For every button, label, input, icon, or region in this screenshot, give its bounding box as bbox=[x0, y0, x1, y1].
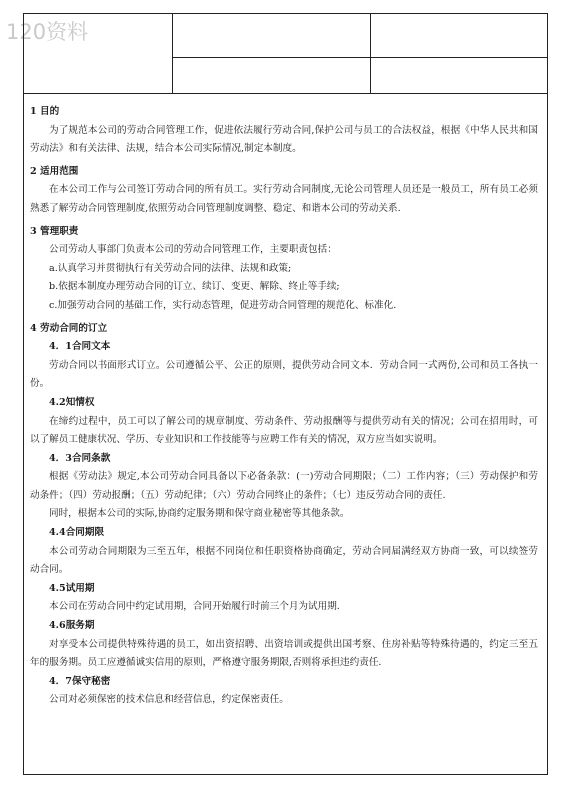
section-4-2-paragraph: 在缔约过程中，员工可以了解公司的规章制度、劳动条件、劳动报酬等与提供劳动有关的情况；公司在招用时，可以了解员工健康状况、学历、专业知识和工作技能等与应聘工作有关的情况，双方应当如实说明。 bbox=[30, 415, 538, 446]
section-3-item-a: a.认真学习并贯彻执行有关劳动合同的法律、法规和政策; bbox=[49, 262, 292, 274]
section-4-4-paragraph: 本公司劳动合同期限为三至五年，根据不同岗位和任职资格协商确定，劳动合同届满经双方协商一致，可以续签劳动合同。 bbox=[30, 545, 538, 576]
header-grid-vline-2 bbox=[370, 13, 371, 93]
section-3-paragraph: 公司劳动人事部门负责本公司的劳动合同管理工作，主要职责包括： bbox=[49, 244, 337, 256]
section-1-title: 1 目的 bbox=[30, 106, 60, 117]
section-4-2-title: 4.2知情权 bbox=[49, 396, 95, 408]
section-4-6-paragraph: 对享受本公司提供特殊待遇的员工，如出资招聘、出资培训或提供出国考察、住房补贴等特殊待遇的，约定三至五年的服务期。员工应遵循诚实信用的原则，严格遵守服务期限,否则将承担违约责任. bbox=[30, 638, 538, 669]
section-3-item-b: b.依据本制度办理劳动合同的订立、续订、变更、解除、终止等手续; bbox=[49, 281, 340, 293]
section-2-paragraph: 在本公司工作与公司签订劳动合同的所有员工。实行劳动合同制度,无论公司管理人员还是一般员工，所有员工必须熟悉了解劳动合同管理制度,依照劳动合同管理制度调整、稳定、和谐本公司的劳动关系. bbox=[30, 184, 538, 214]
document-body bbox=[30, 103, 538, 710]
section-1-paragraph: 为了规范本公司的劳动合同管理工作，促进依法履行劳动合同,保护公司与员工的合法权益，根据《中华人民共和国劳动法》和有关法律、法规，结合本公司实际情况,制定本制度。 bbox=[30, 124, 538, 155]
section-4-5-paragraph: 本公司在劳动合同中约定试用期，合同开始履行时前三个月为试用期. bbox=[49, 601, 340, 613]
section-4-3-title: 4．3合同条款 bbox=[49, 452, 111, 464]
section-2-title: 2 适用范围 bbox=[30, 165, 79, 177]
header-grid-vline-1 bbox=[172, 13, 173, 93]
header-grid-hline-bottom bbox=[23, 93, 548, 94]
watermark-logo: 120资料 bbox=[6, 20, 89, 44]
section-4-1-paragraph: 劳动合同以书面形式订立。公司遵循公平、公正的原则，提供劳动合同文本．劳动合同一式两份,公司和员工各执一份。 bbox=[30, 359, 538, 390]
header-grid-hline-mid bbox=[172, 57, 548, 58]
section-4-6-title: 4.6服务期 bbox=[49, 620, 95, 632]
section-4-7-title: 4．7保守秘密 bbox=[49, 675, 111, 687]
section-3-item-c: c.加强劳动合同的基础工作，实行动态管理，促进劳动合同管理的规范化、标准化. bbox=[49, 299, 397, 311]
section-4-3-paragraph-2: 同时，根据本公司的实际,协商约定服务期和保守商业秘密等其他条款。 bbox=[49, 508, 350, 520]
section-4-5-title: 4.5试用期 bbox=[49, 582, 95, 594]
section-4-1-title: 4．1合同文本 bbox=[49, 341, 111, 353]
section-3-title: 3 管理职责 bbox=[30, 225, 79, 237]
section-4-4-title: 4.4合同期限 bbox=[49, 527, 105, 539]
section-4-title: 4 劳动合同的订立 bbox=[30, 322, 108, 334]
section-4-3-paragraph-1: 根据《劳动法》规定,本公司劳动合同具备以下必备条款：(一)劳动合同期限；（二）工作内容；（三）劳动保护和劳动条件；（四）劳动报酬；（五）劳动纪律；（六）劳动合同终止的条件；（七）违反劳动合同的责任. bbox=[30, 471, 538, 501]
section-4-7-paragraph: 公司对必须保密的技术信息和经营信息，约定保密责任。 bbox=[49, 694, 289, 706]
